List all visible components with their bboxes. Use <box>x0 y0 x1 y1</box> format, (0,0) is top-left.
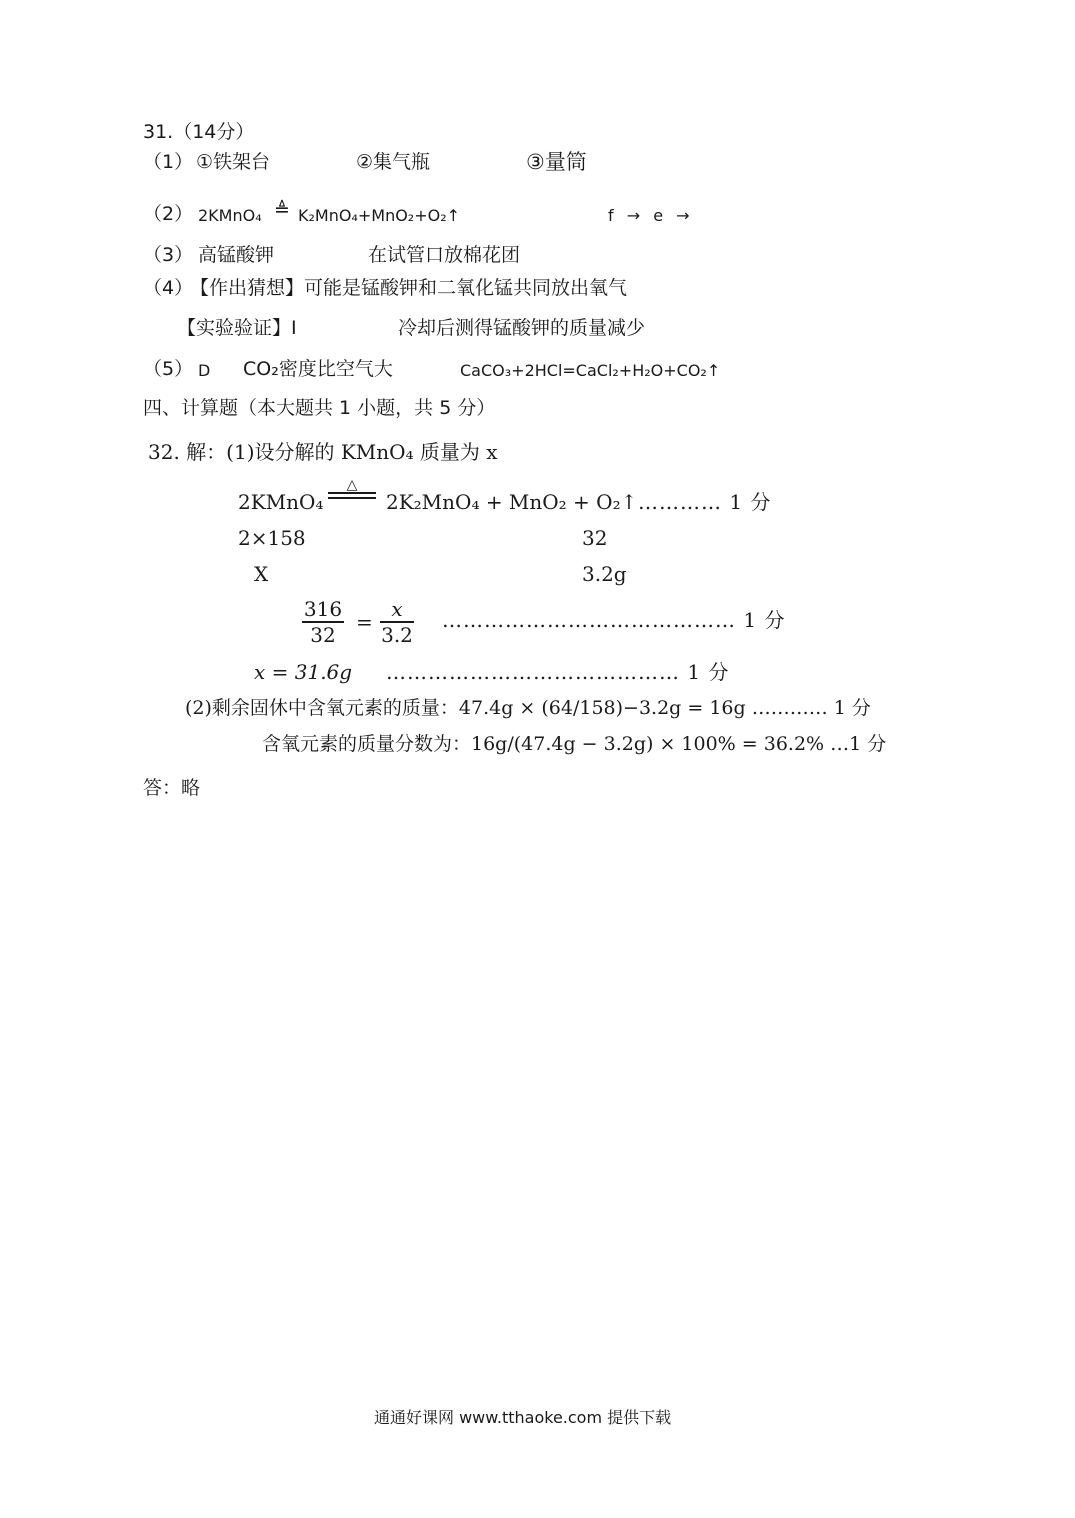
answer: 答：略 <box>143 777 201 799</box>
footer-text: 通通好课网 www.tthaoke.com 提供下载 <box>374 1408 672 1427</box>
q31-part2-eq-left: 2KMnO₄ <box>198 206 262 225</box>
q32-var-right: 3.2g <box>582 562 627 586</box>
q31-part5-b: CO₂密度比空气大 <box>243 358 393 380</box>
q32-ratio-right-den: 3.2 <box>381 623 413 647</box>
q32-intro: 32. 解：(1)设分解的 KMnO₄ 质量为 x <box>148 440 498 464</box>
q31-part2-eq-right: K₂MnO₄+MnO₂+O₂↑ <box>298 206 461 225</box>
q31-part3-b: 在试管口放棉花团 <box>368 244 521 266</box>
q32-part2b: 含氧元素的质量分数为：16g/(47.4g − 3.2g) × 100% = 36.2% …1 分 <box>262 733 887 755</box>
q31-part1-c: ③量筒 <box>526 150 587 174</box>
q32-mass-left: 2×158 <box>238 526 306 550</box>
q31-part2-label: （2） <box>143 203 194 225</box>
q31-part5-c: CaCO₃+2HCl=CaCl₂+H₂O+CO₂↑ <box>460 361 721 380</box>
q32-ratio-right-num: x <box>391 597 403 621</box>
q31-part4-verify-text: 冷却后测得锰酸钾的质量减少 <box>398 317 646 339</box>
q32-eq-score: ………… 1 分 <box>638 490 772 514</box>
q31-part2-cond: ≜ <box>274 199 290 221</box>
q31-part1-b: ②集气瓶 <box>356 151 431 173</box>
q32-ratio-left-den: 32 <box>310 623 336 647</box>
q31-title: 31.（14分） <box>143 121 255 143</box>
q31-part3-a: 高锰酸钾 <box>198 244 275 266</box>
q32-ratio-eq: = <box>356 610 373 634</box>
q32-eq-left: 2KMnO₄ <box>238 490 324 514</box>
q32-eq-delta: △ <box>346 477 358 493</box>
q31-part1-a: ①铁架台 <box>196 151 271 173</box>
q31-part1-label: （1） <box>143 151 194 173</box>
q32-ratio-right <box>380 598 414 646</box>
q31-part5-a: D <box>198 361 211 380</box>
q31-part4-text: 【作出猜想】可能是锰酸钾和二氧化锰共同放出氧气 <box>190 277 628 299</box>
q32-ratio-left <box>302 598 344 646</box>
q31-part4-label: （4） <box>143 277 194 299</box>
q31-part4-verify-label: 【实验验证】Ⅰ <box>177 317 297 339</box>
section4-title: 四、计算题（本大题共 1 小题，共 5 分） <box>143 397 496 419</box>
q32-eq-right: 2K₂MnO₄ + MnO₂ + O₂↑ <box>386 490 638 514</box>
q31-part2-order: f → e → <box>608 206 690 225</box>
q32-result: x = 31.6g <box>254 660 353 684</box>
q32-mass-right: 32 <box>582 526 608 550</box>
q31-part3-label: （3） <box>143 244 194 266</box>
q32-ratio-left-num: 316 <box>303 597 343 621</box>
q31-part5-label: （5） <box>143 358 194 380</box>
q32-result-score: …………………………………… 1 分 <box>386 660 730 684</box>
q32-eq-condition <box>328 478 376 499</box>
q32-ratio-score: …………………………………… 1 分 <box>442 608 786 632</box>
q32-part2: (2)剩余固休中含氧元素的质量：47.4g × (64/158)−3.2g = 16g ………… 1 分 <box>185 697 871 719</box>
q32-eq-sign <box>328 492 376 499</box>
q32-var-left: X <box>254 562 269 586</box>
